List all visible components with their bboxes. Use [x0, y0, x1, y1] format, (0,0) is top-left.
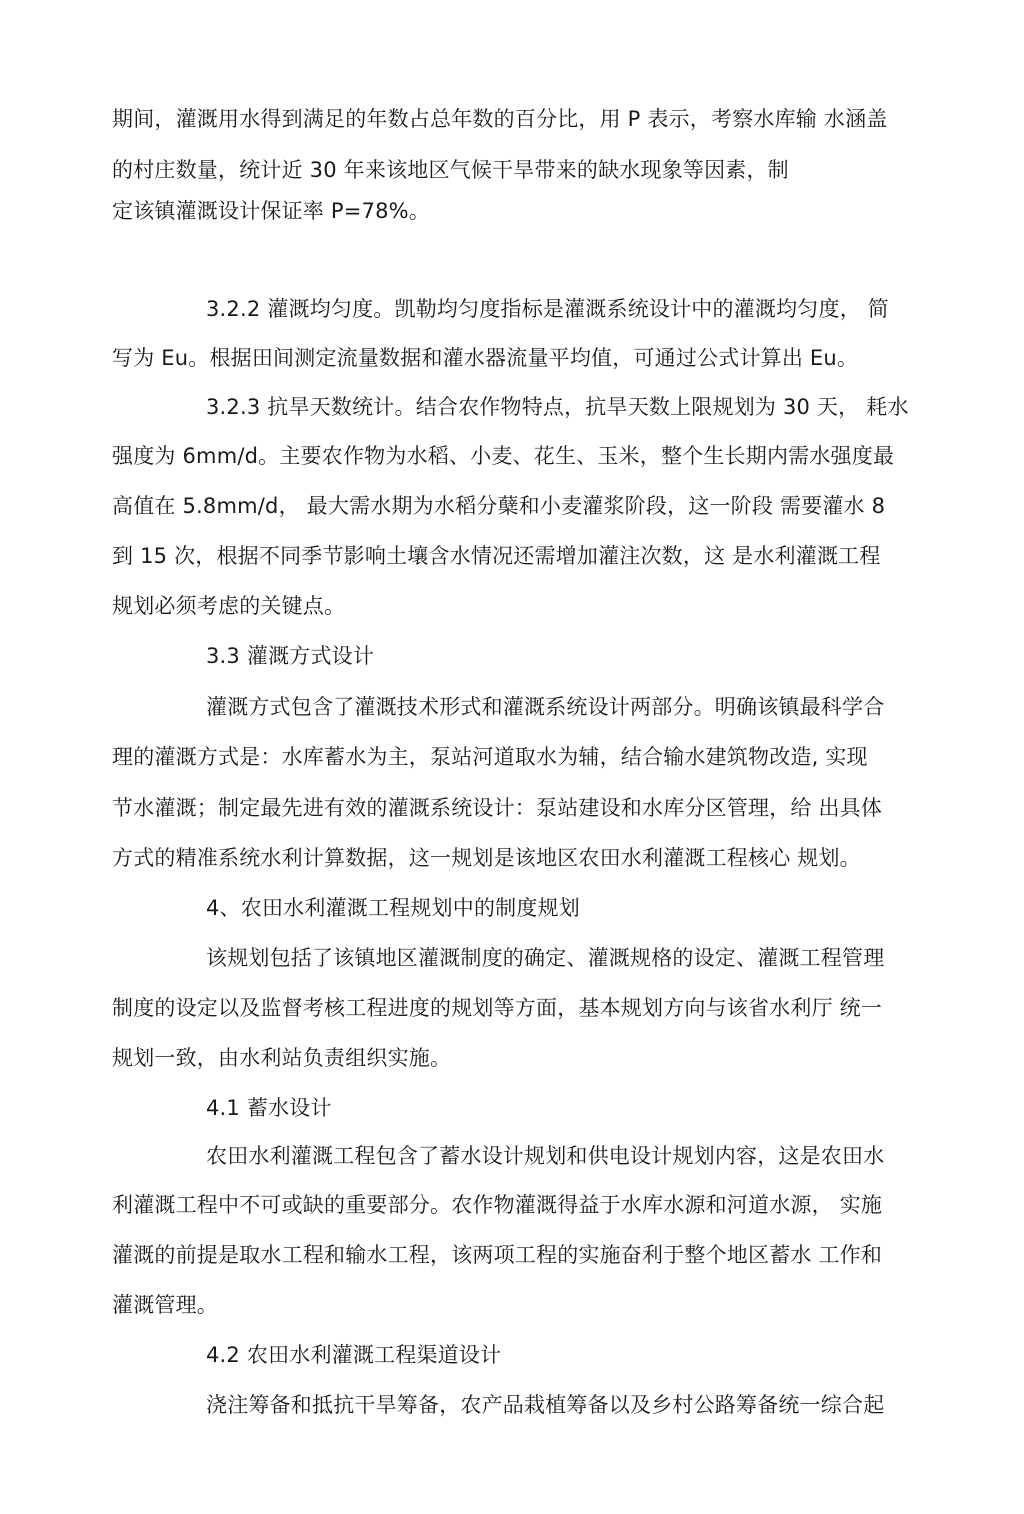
text-line: 3.2.3 抗旱天数统计。结合农作物特点，抗旱天数上限规划为 30 天， 耗水 [206, 395, 909, 419]
text-line: 方式的精准系统水利计算数据，这一规划是该地区农田水利灌溉工程核心 规划。 [112, 846, 861, 870]
text-line: 定该镇灌溉设计保证率 P=78%。 [112, 199, 431, 223]
text-line: 的村庄数量，统计近 30 年来该地区气候干旱带来的缺水现象等因素，制 [112, 158, 789, 182]
text-line: 3.2.2 灌溉均匀度。凯勒均匀度指标是灌溉系统设计中的灌溉均匀度， 简 [206, 297, 889, 321]
text-line: 理的灌溉方式是：水库蓄水为主，泵站河道取水为辅，结合输水建筑物改造, 实现 [112, 745, 868, 769]
text-line: 强度为 6mm/d。主要农作物为水稻、小麦、花生、玉米，整个生长期内需水强度最 [112, 444, 895, 468]
text-line: 农田水利灌溉工程包含了蓄水设计规划和供电设计规划内容，这是农田水 [206, 1144, 885, 1168]
section-heading: 4.2 农田水利灌溉工程渠道设计 [206, 1343, 502, 1367]
section-heading: 4、农田水利灌溉工程规划中的制度规划 [206, 896, 580, 920]
text-line: 高值在 5.8mm/d， 最大需水期为水稻分蘖和小麦灌浆阶段，这一阶段 需要灌水 8 [112, 494, 886, 518]
section-heading: 4.1 蓄水设计 [206, 1096, 332, 1120]
text-line: 规划必须考虑的关键点。 [112, 594, 346, 618]
text-line: 灌溉管理。 [112, 1293, 218, 1317]
text-line: 浇注筹备和抵抗干旱筹备，农产品栽植筹备以及乡村公路筹备统一综合起 [206, 1393, 885, 1417]
text-line: 节水灌溉；制定最先进有效的灌溉系统设计：泵站建设和水库分区管理，给 出具体 [112, 796, 883, 820]
text-line: 到 15 次，根据不同季节影响土壤含水情况还需增加灌注次数，这 是水利灌溉工程 [112, 544, 881, 568]
text-line: 该规划包括了该镇地区灌溉制度的确定、灌溉规格的设定、灌溉工程管理 [206, 946, 885, 970]
text-line: 灌溉方式包含了灌溉技术形式和灌溉系统设计两部分。明确该镇最科学合 [206, 695, 885, 719]
text-line: 期间，灌溉用水得到满足的年数占总年数的百分比，用 P 表示，考察水库输 水涵盖 [112, 107, 888, 131]
section-heading: 3.3 灌溉方式设计 [206, 644, 375, 668]
text-line: 规划一致，由水利站负责组织实施。 [112, 1046, 452, 1070]
text-line: 写为 Eu。根据田间测定流量数据和灌水器流量平均值，可通过公式计算出 Eu。 [112, 346, 859, 370]
text-line: 灌溉的前提是取水工程和输水工程，该两项工程的实施奋利于整个地区蓄水 工作和 [112, 1243, 883, 1267]
text-line: 制度的设定以及监督考核工程进度的规划等方面，基本规划方向与该省水利厅 统一 [112, 996, 883, 1020]
text-line: 利灌溉工程中不可或缺的重要部分。农作物灌溉得益于水库水源和河道水源， 实施 [112, 1193, 883, 1217]
